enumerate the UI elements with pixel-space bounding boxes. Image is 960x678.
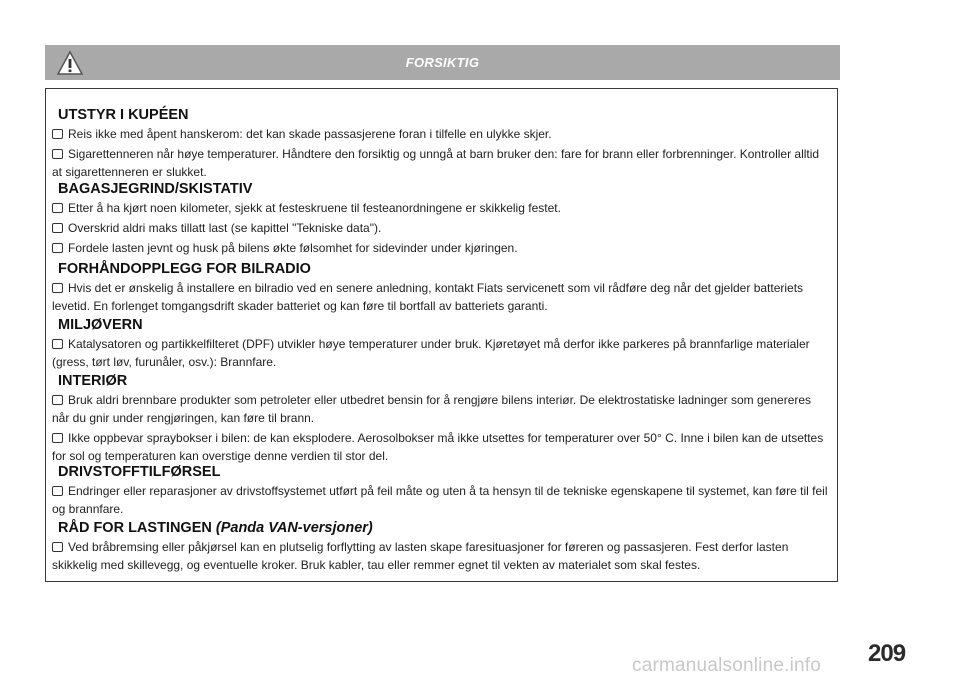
checkbox-bullet-icon xyxy=(52,149,63,159)
checkbox-bullet-icon xyxy=(52,339,63,349)
list-item: Hvis det er ønskelig å installere en bilradio ved en senere anledning, kontakt Fiats servicenett som vil rådføre deg når det gjelder batteriets levetid. En forlenget tomgangsdrift skader batteriet og kan føre til bortfall av batteriets garanti. xyxy=(52,281,804,313)
list-item: Endringer eller reparasjoner av drivstoffsystemet utført på feil måte og uten å ta hensyn til de tekniske egenskapene til systemet, kan føre til feil og brannfare. xyxy=(52,484,828,516)
list-item: Ikke oppbevar spraybokser i bilen: de kan eksplodere. Aerosolbokser må ikke utsettes for temperaturer over 50° C. Inne i bilen kan de utsettes for sol og temperaturen kan overstige denne verdien til stor del. xyxy=(52,431,824,463)
section-heading: BAGASJEGRIND/SKISTATIV xyxy=(58,181,253,197)
list-item: Ved bråbremsing eller påkjørsel kan en plutselig forflytting av lasten skape faresituasjoner for føreren og passasjeren. Fest derfor lasten skikkelig med skillevegg, og eventuelle kroker. Bruk kabler, tau eller remmer egnet til vekten av materialet som skal festes. xyxy=(52,540,789,572)
checkbox-bullet-icon xyxy=(52,223,63,233)
section-heading: FORHÅNDOPPLEGG FOR BILRADIO xyxy=(58,261,311,277)
section-heading: INTERIØR xyxy=(58,373,128,389)
checkbox-bullet-icon xyxy=(52,542,63,552)
checkbox-bullet-icon xyxy=(52,283,63,293)
section-loading-advice xyxy=(52,520,830,576)
section-heading: DRIVSTOFFTILFØRSEL xyxy=(58,464,221,480)
watermark-text: carmanualsonline.info xyxy=(632,655,822,676)
checkbox-bullet-icon xyxy=(52,243,63,253)
section-heading: RÅD FOR LASTINGEN (Panda VAN-versjoner) xyxy=(58,520,373,536)
list-item: Reis ikke med åpent hanskerom: det kan skade passasjerene foran i tilfelle en ulykke skjer. xyxy=(52,125,830,143)
list-item: Overskrid aldri maks tillatt last (se kapittel "Tekniske data"). xyxy=(52,219,830,237)
section-interior-equipment xyxy=(52,107,830,183)
section-environment xyxy=(52,317,830,373)
list-item: Bruk aldri brennbare produkter som petroleter eller utbedret bensin for å rengjøre bilens interiør. De elektrostatiske ladninger som genereres når du gnir under rengjøringen, kan føre til brann. xyxy=(52,393,812,425)
page-number: 209 xyxy=(868,640,906,667)
checkbox-bullet-icon xyxy=(52,129,63,139)
section-heading: MILJØVERN xyxy=(58,317,143,333)
list-item: Etter å ha kjørt noen kilometer, sjekk at festeskruene til festeanordningene er skikkelig festet. xyxy=(52,199,830,217)
list-item: Sigarettenneren når høye temperaturer. Håndtere den forsiktig og unngå at barn bruker den: fare for brann eller forbrenninger. Kontroller alltid at sigarettenneren er slukket. xyxy=(52,147,820,179)
list-item: Katalysatoren og partikkelfilteret (DPF) utvikler høye temperaturer under bruk. Kjøretøyet må derfor ikke parkeres på brannfarlige materialer (gress, tørt løv, furunåler, osv.): Brannfare. xyxy=(52,337,810,369)
checkbox-bullet-icon xyxy=(52,486,63,496)
section-heading-sub: (Panda VAN-versjoner) xyxy=(215,520,373,536)
banner-title: FORSIKTIG xyxy=(405,55,480,70)
checkbox-bullet-icon xyxy=(52,395,63,405)
caution-banner xyxy=(45,45,840,80)
checkbox-bullet-icon xyxy=(52,433,63,443)
section-heading: UTSTYR I KUPÉEN xyxy=(58,107,189,123)
section-radio-preparation xyxy=(52,261,830,317)
checkbox-bullet-icon xyxy=(52,203,63,213)
section-fuel-supply xyxy=(52,464,830,520)
list-item: Fordele lasten jevnt og husk på bilens økte følsomhet for sidevinder under kjøringen. xyxy=(52,239,830,257)
section-interior xyxy=(52,373,830,467)
section-roof-rack xyxy=(52,181,830,259)
